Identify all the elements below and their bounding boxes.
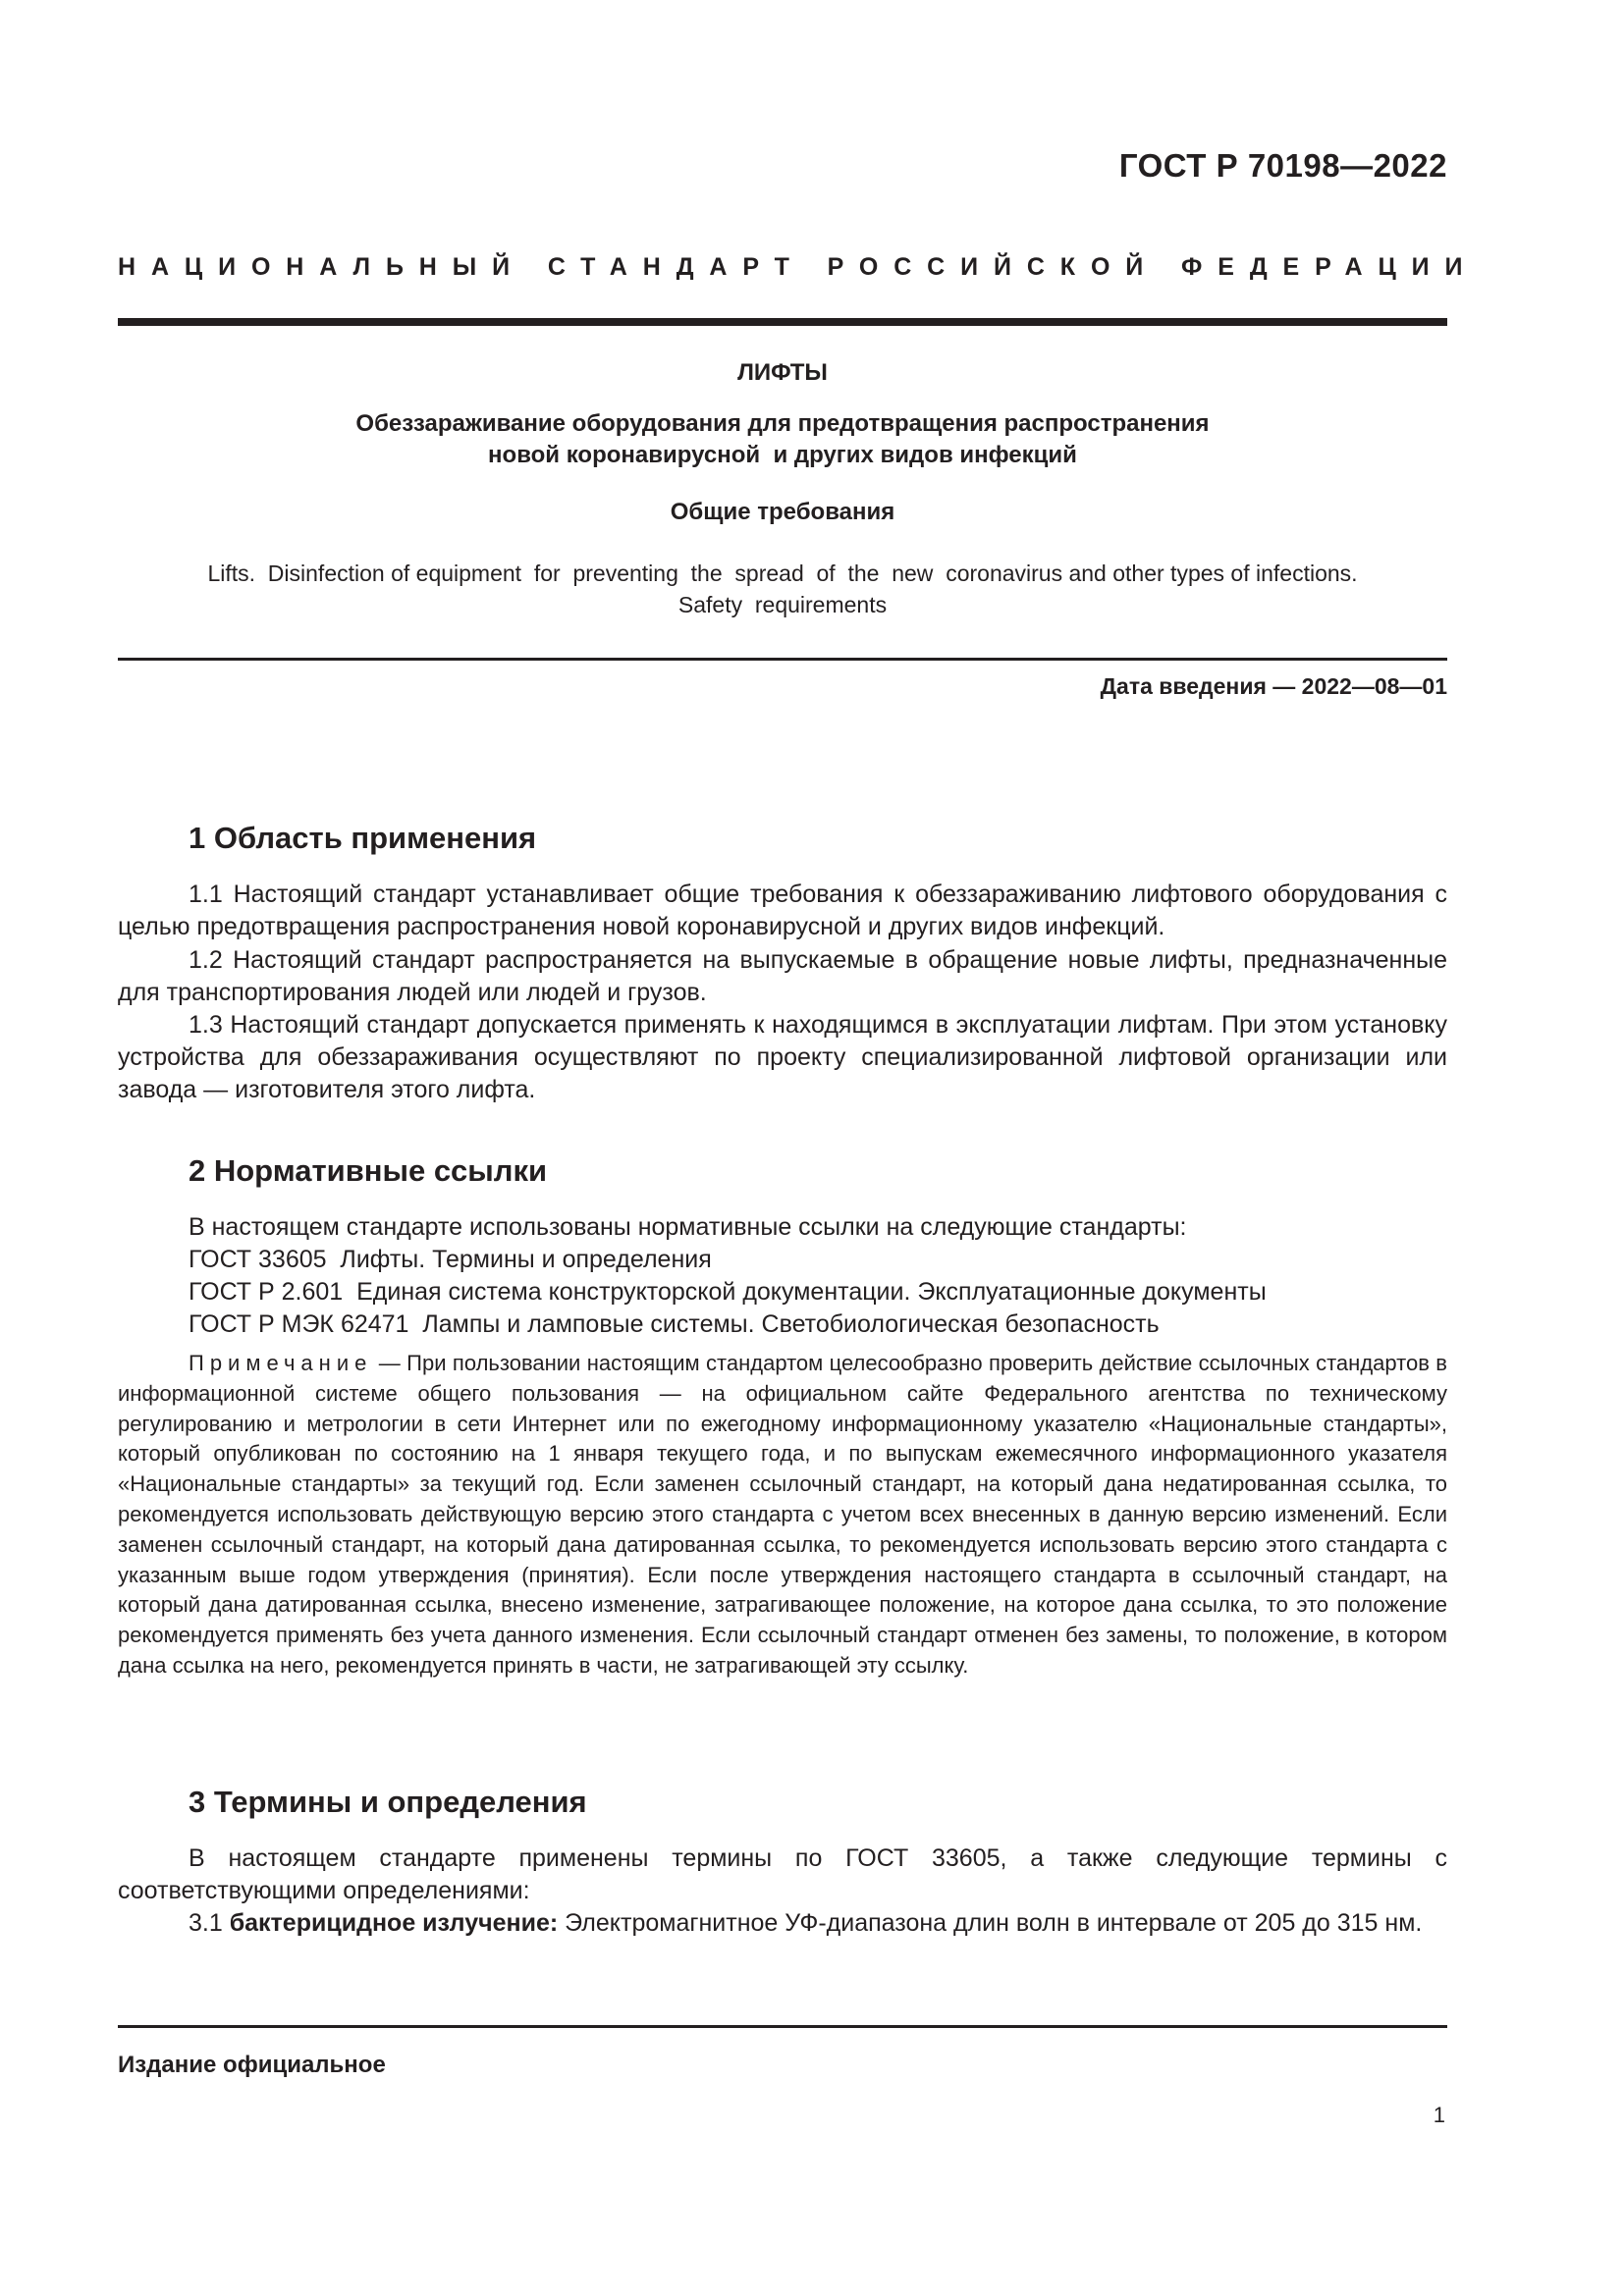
header-divider-thick <box>118 318 1447 326</box>
section-2-intro: В настоящем стандарте использованы нормативные ссылки на следующие стандарты: <box>189 1213 1187 1241</box>
section-1-paragraph-3: 1.3 Настоящий стандарт допускается применять к находящимся в эксплуатации лифтам. При этом установку устройства для обеззараживания осуществляют по проекту специализированной лифтовой организации или завода — изготовителя этого лифта. <box>118 1011 1447 1103</box>
term-number: 3.1 <box>189 1909 230 1937</box>
title-subtitle-line-1: Обеззараживание оборудования для предотвращения распространения <box>355 410 1210 437</box>
reference-gost-r-iec-62471: ГОСТ Р МЭК 62471 Лампы и ламповые системы. Светобиологическая безопасность <box>189 1310 1160 1338</box>
term-definition: Электромагнитное УФ-диапазона длин волн в интервале от 205 до 315 нм. <box>558 1909 1423 1937</box>
section-1-heading: 1 Область применения <box>189 821 537 855</box>
introduction-date: Дата введения — 2022—08—01 <box>1100 673 1447 699</box>
term-3-1 <box>118 1907 1447 1940</box>
title-divider <box>118 658 1447 661</box>
title-english <box>118 558 1447 620</box>
section-3-heading: 3 Термины и определения <box>189 1785 587 1819</box>
page-number: 1 <box>1433 2103 1445 2127</box>
title-general-requirements: Общие требования <box>670 499 895 525</box>
section-1-paragraph-2: 1.2 Настоящий стандарт распространяется на выпускаемые в обращение новые лифты, предназначенные для транспортирования людей или людей и грузов. <box>118 946 1447 1006</box>
section-2-heading: 2 Нормативные ссылки <box>189 1153 548 1188</box>
title-main: ЛИФТЫ <box>737 359 828 386</box>
official-edition-label: Издание официальное <box>118 2052 386 2078</box>
section-3-intro: В настоящем стандарте применены термины по ГОСТ 33605, а также следующие термины с соответствующими определениями: <box>118 1844 1447 1904</box>
title-english-line-2: Safety requirements <box>677 592 888 617</box>
section-1-paragraph-1: 1.1 Настоящий стандарт устанавливает общие требования к обеззараживанию лифтового оборудования с целью предотвращения распространения новой коронавирусной и других видов инфекций. <box>118 881 1447 940</box>
note-label: Примечание <box>189 1351 373 1375</box>
standard-code: ГОСТ Р 70198—2022 <box>1118 147 1447 184</box>
reference-gost-r-2-601: ГОСТ Р 2.601 Единая система конструкторской документации. Эксплуатационные документы <box>189 1278 1267 1306</box>
title-subtitle <box>118 408 1447 471</box>
section-2-note <box>118 1349 1447 1682</box>
title-subtitle-line-2: новой коронавирусной и других видов инфекций <box>488 442 1077 468</box>
reference-gost-33605: ГОСТ 33605 Лифты. Термины и определения <box>189 1246 712 1273</box>
national-standard-banner: НАЦИОНАЛЬНЫЙ СТАНДАРТ РОССИЙСКОЙ ФЕДЕРАЦИИ <box>118 253 1479 281</box>
title-english-line-1: Lifts. Disinfection of equipment for preventing the spread of the new coronavirus and other types of infections. <box>207 561 1358 586</box>
footer-divider <box>118 2025 1447 2028</box>
note-text: — При пользовании настоящим стандартом целесообразно проверить действие ссылочных стандартов в информационной системе общего пользования — на официальном сайте Федерального агентства по техническому регулированию и метрологии в сети Интернет или по ежегодному информационному указателю «Национальные стандарты», который опубликован по состоянию на 1 января текущего года, и по выпускам ежемесячного информационного указателя «Национальные стандарты» за текущий год. Если заменен ссылочный стандарт, на который дана недатированная ссылка, то рекомендуется использовать действующую версию этого стандарта с учетом всех внесенных в данную версию изменений. Если заменен ссылочный стандарт, на который дана датированная ссылка, то рекомендуется использовать версию этого стандарта с указанным выше годом утверждения (принятия). Если после утверждения настоящего стандарта в ссылочный стандарт, на который дана датированная ссылка, внесено изменение, затрагивающее положение, на которое дана ссылка, то это положение рекомендуется применять без учета данного изменения. Если ссылочный стандарт отменен без замены, то положение, в котором дана ссылка на него, рекомендуется принять в части, не затрагивающей эту ссылку. <box>118 1351 1447 1678</box>
term-name: бактерицидное излучение: <box>229 1909 559 1937</box>
